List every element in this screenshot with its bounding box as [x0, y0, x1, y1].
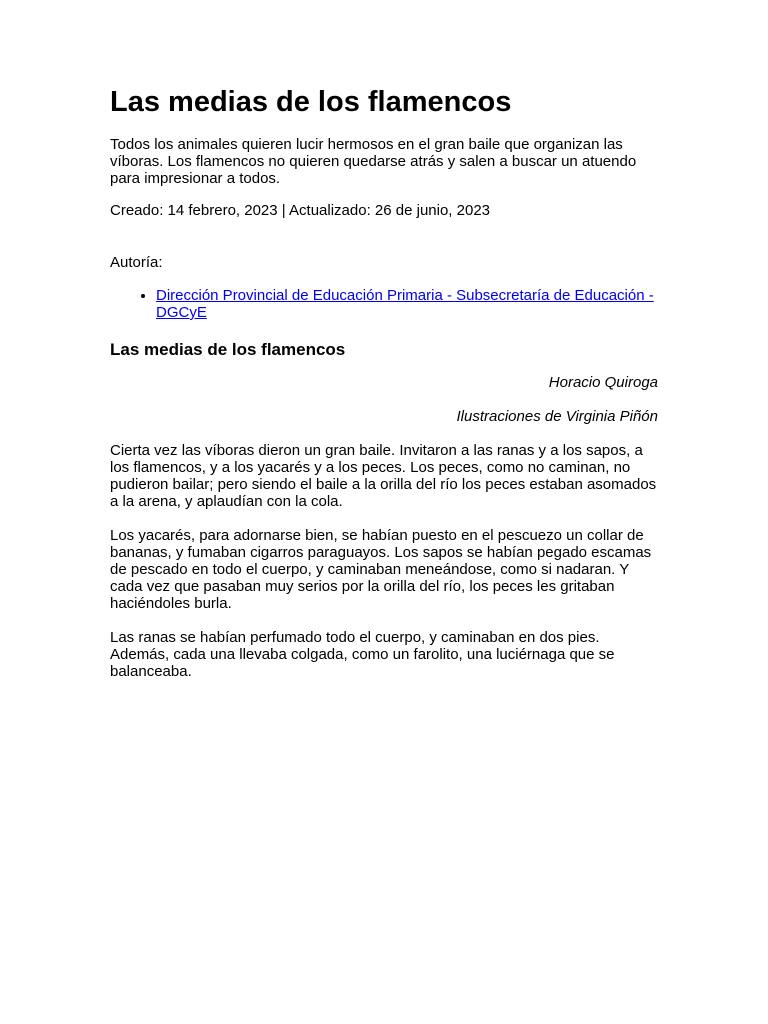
article-summary: Todos los animales quieren lucir hermosos en el gran baile que organizan las víboras. Los flamencos no quieren quedarse atrás y salen a buscar un atuendo para impresionar a todos.	[110, 136, 637, 187]
author-link[interactable]: Dirección Provincial de Educación Primaria - Subsecretaría de Educación - DGCyE	[156, 287, 654, 321]
story	[110, 339, 658, 680]
article-content	[110, 84, 658, 697]
page-title: Las medias de los flamencos	[110, 86, 512, 118]
list-item	[156, 287, 658, 321]
article-dates: Creado: 14 febrero, 2023 | Actualizado: 26 de junio, 2023	[110, 202, 491, 219]
story-illustrator: Ilustraciones de Virginia Piñón	[456, 408, 658, 425]
authorship-label: Autoría:	[110, 254, 163, 271]
story-paragraph: Cierta vez las víboras dieron un gran baile. Invitaron a las ranas y a los sapos, a los flamencos, y a los yacarés y a los peces. Los peces, como no caminan, no pudieron bailar; pero siendo el baile a la orilla del río los peces estaban asomados a la arena, y aplaudían con la cola.	[110, 442, 657, 510]
story-paragraph: Las ranas se habían perfumado todo el cuerpo, y caminaban en dos pies. Además, cada una llevaba colgada, como un farolito, una luciérnaga que se balanceaba.	[110, 629, 615, 680]
story-author: Horacio Quiroga	[548, 374, 658, 391]
story-title: Las medias de los flamencos	[110, 340, 346, 359]
authors-list	[110, 287, 658, 321]
story-paragraph: Los yacarés, para adornarse bien, se habían puesto en el pescuezo un collar de bananas, y fumaban cigarros paraguayos. Los sapos se habían pegado escamas de pescado en todo el cuerpo, y caminaban meneándose, como si nadaran. Y cada vez que pasaban muy serios por la orilla del río, los peces les gritaban haciéndoles burla.	[110, 527, 652, 612]
